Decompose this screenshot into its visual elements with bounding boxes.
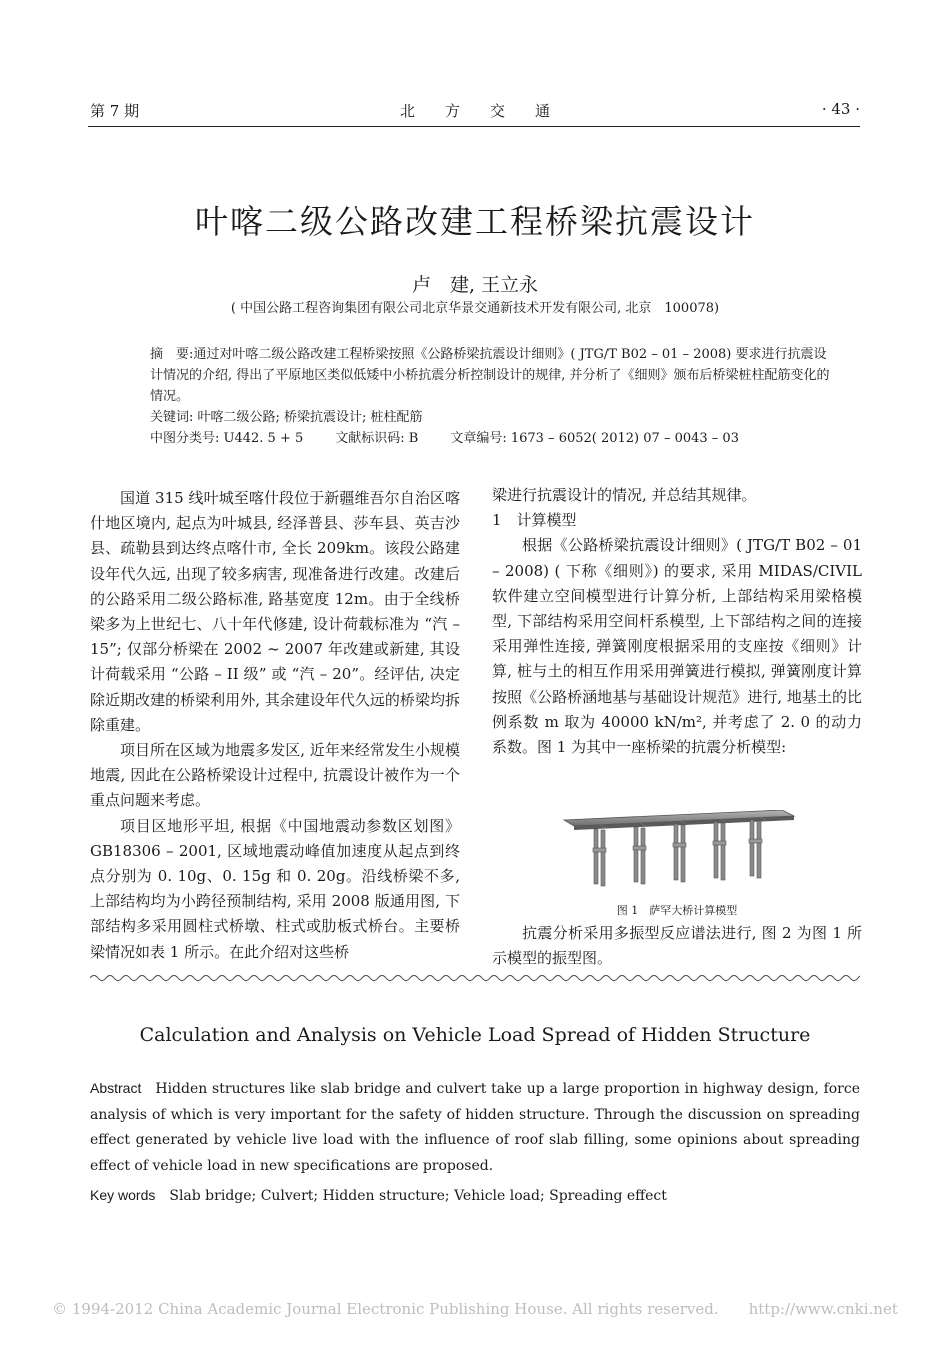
document-code: 文献标识码: B — [335, 431, 419, 446]
body-left-column — [90, 486, 460, 965]
figure-caption: 图 1 萨罕大桥计算模型 — [616, 904, 738, 917]
body-right-column-lower — [492, 921, 862, 971]
clc-number: 中图分类号: U442. 5 + 5 — [150, 431, 304, 446]
wavy-separator — [90, 973, 860, 983]
body-paragraph: 抗震分析采用多振型反应谱法进行, 图 2 为图 1 所示模型的振型图。 — [492, 924, 862, 968]
abstract-text: 通过对叶喀二级公路改建工程桥梁按照《公路桥梁抗震设计细则》( JTG/T B02 – 01 – 2008) 要求进行抗震设计情况的介绍, 得出了平原地区类似低矮中小桥抗震分析控制设计的规律, 并分析了《细则》颁布后桥梁桩柱配筋变化的情况。 — [150, 347, 830, 404]
paper-title: 叶喀二级公路改建工程桥梁抗震设计 — [195, 202, 755, 241]
issue-number: 第 7 期 — [90, 102, 140, 120]
author-affiliation: ( 中国公路工程咨询集团有限公司北京华景交通新技术开发有限公司, 北京 100078) — [230, 301, 720, 316]
body-paragraph: 国道 315 线叶城至喀什段位于新疆维吾尔自治区喀什地区境内, 起点为叶城县, 经泽普县、莎车县、英吉沙县、疏勒县到达终点喀什市, 全长 209km。该段公路建设年代久远, 出现了较多病害, 现准备进行改建。改建后的公路采用二级公路标准, 路基宽度 12m。由于全线桥梁多为上世纪七、八十年代修建, 设计荷载标准为 “汽 – 15”; 仅部分桥梁在 2002 ~ 2007 年改建或新建, 其设计荷载采用 “公路 – II 级” 或 “汽 – 20”。经评估, 决定除近期改建的桥梁利用外, 其余建设年代久远的桥梁均拆除重建。 — [90, 489, 460, 734]
english-keywords: Slab bridge; Culvert; Hidden structure; Vehicle load; Spreading effect — [169, 1188, 667, 1204]
english-keywords-label: Key words — [90, 1187, 156, 1203]
english-abstract — [90, 1076, 860, 1210]
body-paragraph-continued: 梁进行抗震设计的情况, 并总结其规律。 — [492, 486, 757, 504]
journal-name: 北 方 交 通 — [399, 102, 550, 120]
page-number: · 43 · — [821, 100, 860, 118]
english-abstract-label: Abstract — [90, 1080, 142, 1096]
body-paragraph: 根据《公路桥梁抗震设计细则》( JTG/T B02 – 01 – 2008) ( 下称《细则》) 的要求, 采用 MIDAS/CIVIL软件建立空间模型进行计算分析, 上部结构采用梁格模型, 下部结构采用空间杆系模型, 上下部结构之间的连接采用弹性连接, 弹簧刚度根据采用的支座按《细则》计算, 桩与土的相互作用采用弹簧进行模拟, 弹簧刚度计算按照《公路桥涵地基与基础设计规范》进行, 地基土的比例系数 m 取为 40000 kN/m², 并考虑了 2. 0 的动力系数。图 1 为其中一座桥梁的抗震分析模型: — [492, 536, 862, 757]
abstract-label: 摘 要: — [150, 347, 194, 362]
header-rule — [88, 126, 860, 127]
section-heading: 1 计算模型 — [492, 511, 577, 530]
abstract-block — [150, 344, 830, 449]
body-right-column — [492, 483, 862, 760]
keywords: 关键词: 叶喀二级公路; 桥梁抗震设计; 桩柱配筋 — [150, 410, 423, 425]
english-title: Calculation and Analysis on Vehicle Load Spread of Hidden Structure — [139, 1024, 811, 1046]
classification-line — [150, 428, 830, 449]
body-paragraph: 项目区地形平坦, 根据《中国地震动参数区划图》GB18306 – 2001, 区域地震动峰值加速度从起点到终点分别为 0. 10g、0. 15g 和 0. 20g。沿线桥梁不多, 上部结构均为小跨径预制结构, 采用 2008 版通用图, 下部结构多采用圆柱式桥墩、柱式或肋板式桥台。主要桥梁情况如表 1 所示。在此介绍对这些桥 — [90, 816, 460, 961]
english-abstract-text: Hidden structures like slab bridge and culvert take up a large proportion in highway design, force analysis of which is very important for the safety of hidden structure. Through the discussion on spreading effect generated by vehicle live load with the influence of roof slab filling, some opinions about spreading effect of vehicle load in new specifications are proposed. — [90, 1081, 860, 1174]
bridge-model-figure — [560, 810, 800, 896]
paper-authors: 卢 建, 王立永 — [411, 274, 539, 296]
body-paragraph: 项目所在区域为地震多发区, 近年来经常发生小规模地震, 因此在公路桥梁设计过程中, 抗震设计被作为一个重点问题来考虑。 — [90, 741, 460, 810]
article-number: 文章编号: 1673 – 6052( 2012) 07 – 0043 – 03 — [450, 431, 739, 446]
pier-group — [593, 820, 762, 886]
copyright-footer: © 1994-2012 China Academic Journal Electronic Publishing House. All rights reserved. http://www.cnki.net — [52, 1300, 898, 1318]
